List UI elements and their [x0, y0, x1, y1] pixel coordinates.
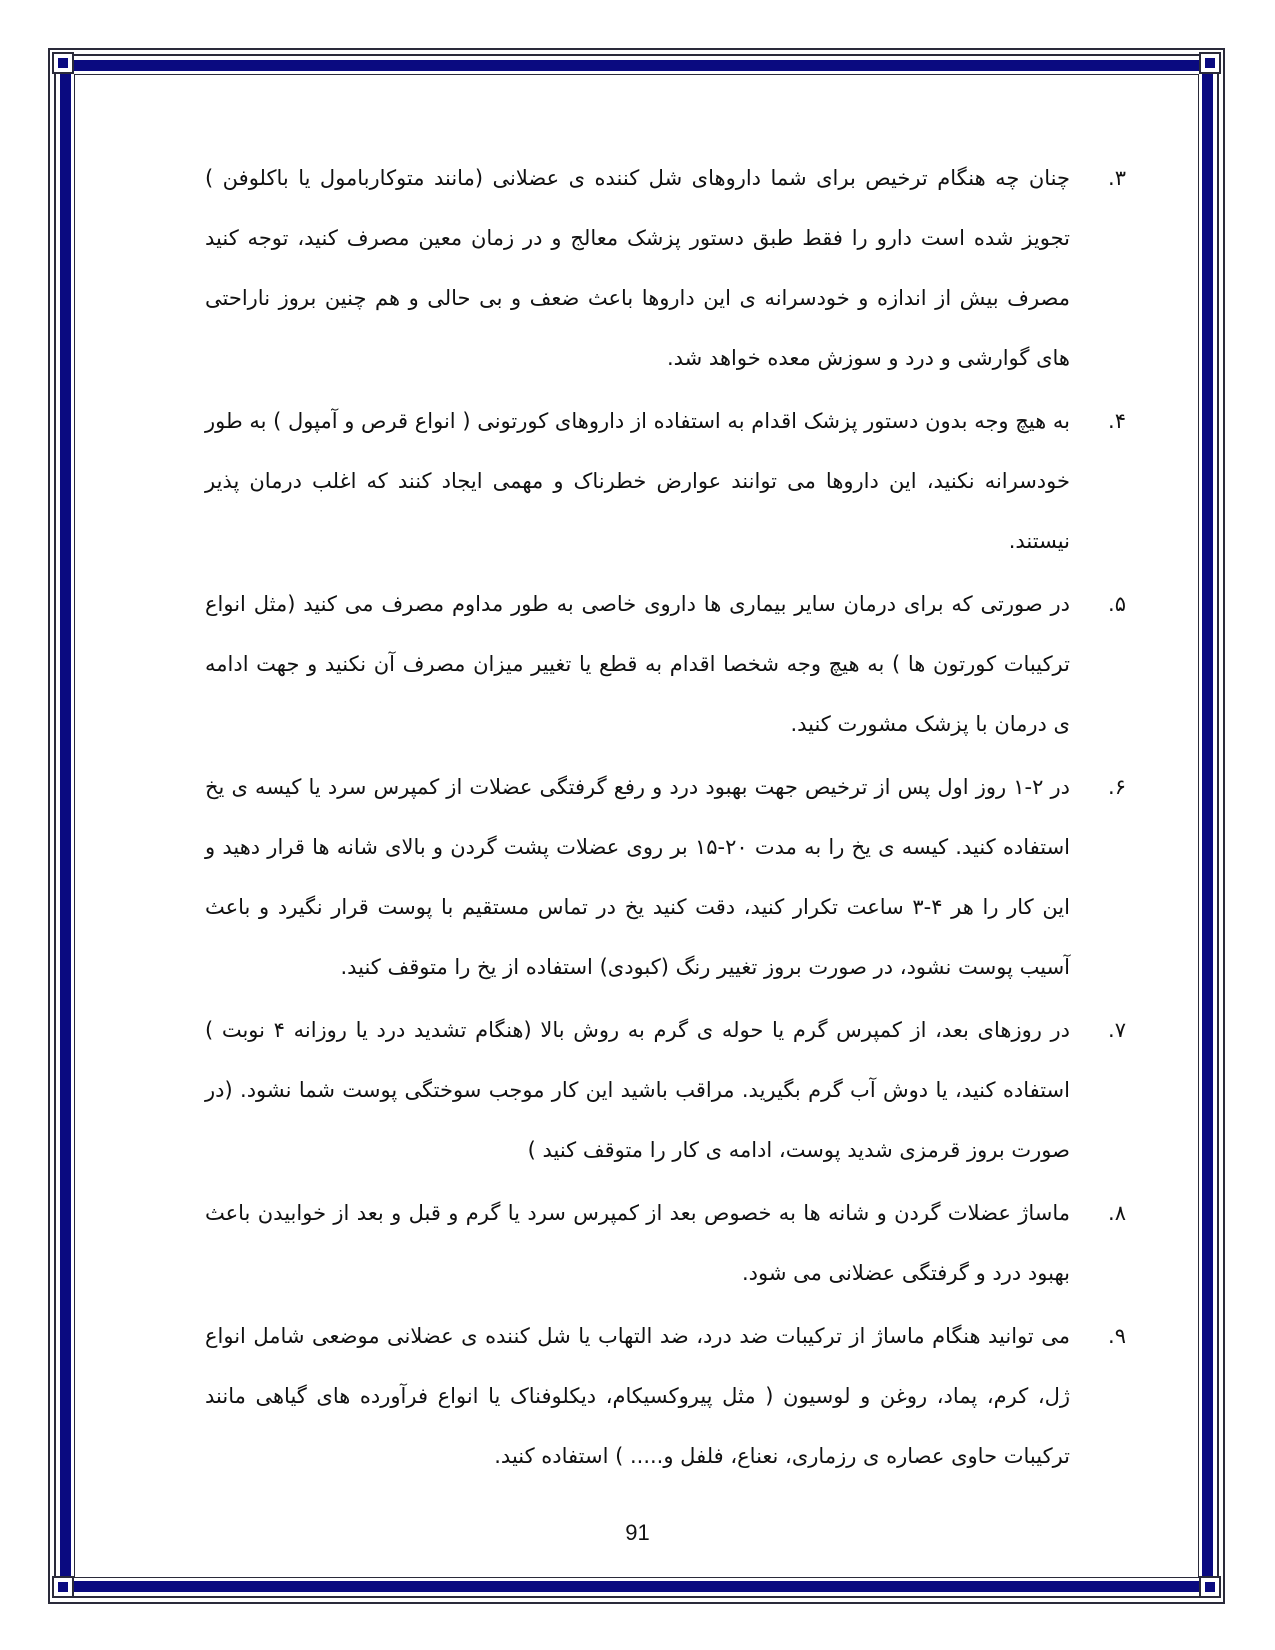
list-item-number: ۴. [1108, 409, 1126, 433]
list-item [150, 148, 1130, 388]
list-item [150, 1000, 1130, 1180]
list-item-number: ۳. [1108, 166, 1126, 190]
list-item-number: ۵. [1108, 592, 1126, 616]
list-item-text: در صورتی که برای درمان سایر بیماری ها داروی خاصی به طور مداوم مصرف می کنید (مثل انواع ترکیبات کورتون ها ) به هیچ وجه شخصا اقدام به قطع یا تغییر میزان مصرف آن نکنید و جهت ادامه ی درمان با پزشک مشورت کنید. [205, 592, 1070, 736]
list-item [150, 757, 1130, 997]
list-item-number: ۸. [1108, 1201, 1126, 1225]
list-item-text: می توانید هنگام ماساژ از ترکیبات ضد درد، ضد التهاب یا شل کننده ی عضلانی موضعی شامل انواع ژل، کرم، پماد، روغن و لوسیون ( مثل پیروکسیکام، دیکلوفناک یا انواع فرآورده های گیاهی مانند ترکیبات حاوی عصاره ی رزماری، نعناع، فلفل و..... ) استفاده کنید. [205, 1324, 1070, 1468]
list-item [150, 391, 1130, 571]
list-item-number: ۶. [1108, 775, 1126, 799]
list-item-text: چنان چه هنگام ترخیص برای شما داروهای شل کننده ی عضلانی (مانند متوکاربامول یا باکلوفن ) تجویز شده است دارو را فقط طبق دستور پزشک معالج و در زمان معین مصرف کنید، توجه کنید مصرف بیش از اندازه و خودسرانه ی این داروها باعث ضعف و بی حالی و هم چنین بروز ناراحتی های گوارشی و درد و سوزش معده خواهد شد. [205, 166, 1070, 370]
page-number: 91 [625, 1520, 650, 1545]
border-corner-ornament [1199, 52, 1221, 74]
list-item [150, 574, 1130, 754]
list-item-text: در ۲-۱ روز اول پس از ترخیص جهت بهبود درد و رفع گرفتگی عضلات از کمپرس سرد یا کیسه ی یخ استفاده کنید. کیسه ی یخ را به مدت ۲۰-۱۵ بر روی عضلات پشت گردن و بالای شانه ها قرار دهید و این کار را هر ۴-۳ ساعت تکرار کنید، دقت کنید یخ در تماس مستقیم با پوست قرار نگیرد و باعث آسیب پوست نشود، در صورت بروز تغییر رنگ (کبودی) استفاده از یخ را متوقف کنید. [205, 775, 1071, 979]
list-item-number: ۷. [1108, 1018, 1126, 1042]
list-item-text: به هیچ وجه بدون دستور پزشک اقدام به استفاده از داروهای کورتونی ( انواع قرص و آمپول ) به طور خودسرانه نکنید، این داروها می توانند عوارض خطرناک و مهمی ایجاد کنند که اغلب درمان پذیر نیستند. [205, 409, 1070, 553]
list-item-number: ۹. [1108, 1324, 1126, 1348]
instruction-list [150, 148, 1130, 1489]
border-corner-ornament [1199, 1576, 1221, 1598]
list-item [150, 1306, 1130, 1486]
list-item-text: ماساژ عضلات گردن و شانه ها به خصوص بعد از کمپرس سرد یا گرم و قبل و بعد از خوابیدن باعث بهبود درد و گرفتگی عضلانی می شود. [205, 1201, 1070, 1285]
border-corner-ornament [52, 1576, 74, 1598]
list-item [150, 1183, 1130, 1303]
list-item-text: در روزهای بعد، از کمپرس گرم یا حوله ی گرم به روش بالا (هنگام تشدید درد یا روزانه ۴ نوبت ) استفاده کنید، یا دوش آب گرم بگیرید. مراقب باشید این کار موجب سوختگی پوست شما نشود. (در صورت بروز قرمزی شدید پوست، ادامه ی کار را متوقف کنید ) [205, 1018, 1071, 1162]
border-corner-ornament [52, 52, 74, 74]
